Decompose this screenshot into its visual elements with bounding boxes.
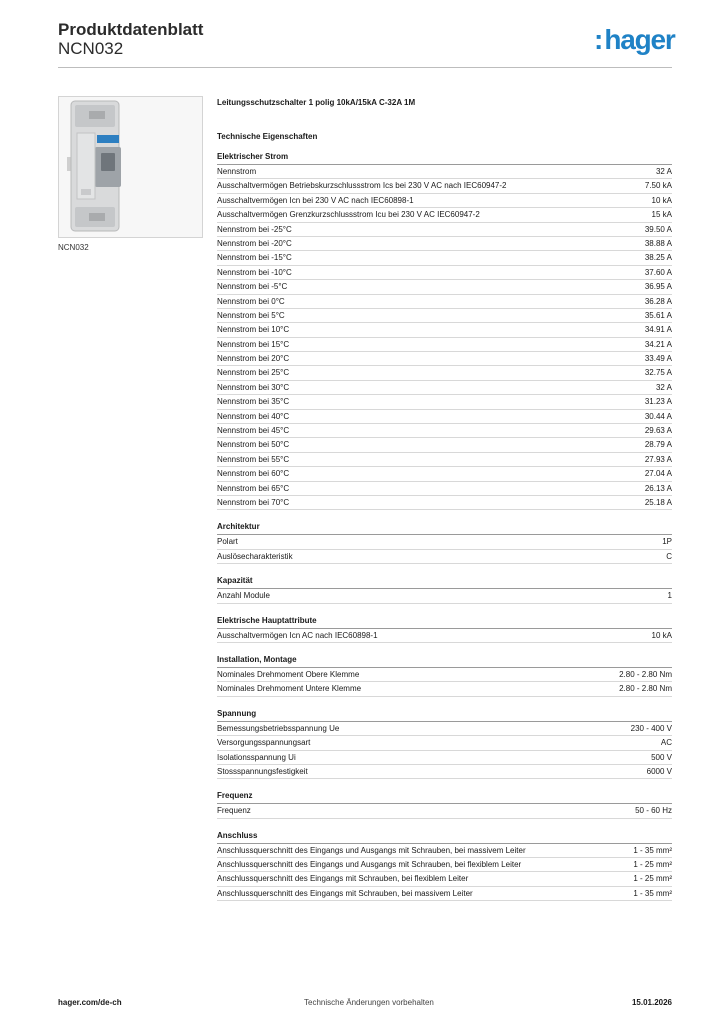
spec-label: Ausschaltvermögen Betriebskurzschlussstrom Ics bei 230 V AC nach IEC60947-2 (217, 181, 507, 191)
spec-value: 30.44 A (644, 411, 672, 421)
spec-row (217, 395, 672, 409)
spec-value: 1 - 35 mm² (633, 845, 672, 855)
spec-value: 15 kA (651, 210, 672, 220)
spec-value: 27.04 A (644, 469, 672, 479)
spec-row (217, 223, 672, 237)
spec-label: Nennstrom bei 15°C (217, 339, 290, 349)
spec-value: 32.75 A (644, 368, 672, 378)
spec-label: Nennstrom bei 65°C (217, 483, 290, 493)
spec-row (217, 858, 672, 872)
spec-row (217, 280, 672, 294)
spec-value: 32 A (655, 167, 672, 176)
spec-label: Nennstrom bei 25°C (217, 368, 290, 378)
spec-value: 7.50 kA (644, 181, 672, 191)
spec-label: Nennstrom bei 10°C (217, 325, 290, 335)
spec-label: Isolationsspannung Ui (217, 752, 296, 762)
spec-label: Frequenz (217, 806, 251, 816)
spec-value: 34.21 A (644, 339, 672, 349)
spec-row (217, 208, 672, 222)
image-caption: NCN032 (58, 243, 89, 252)
spec-label: Nominales Drehmoment Obere Klemme (217, 669, 360, 679)
header-divider (58, 67, 672, 68)
product-code: NCN032 (58, 39, 124, 58)
spec-value: 32 A (655, 382, 672, 392)
spec-label: Anschlussquerschnitt des Eingangs und Ausgangs mit Schrauben, bei massivem Leiter (217, 845, 526, 855)
spec-label: Nennstrom (217, 167, 257, 176)
spec-row (217, 872, 672, 886)
spec-row (217, 237, 672, 251)
product-image (58, 96, 203, 238)
spec-value: 38.25 A (644, 253, 672, 263)
spec-label: Nennstrom bei 35°C (217, 397, 290, 407)
spec-label: Auslösecharakteristik (217, 551, 293, 561)
spec-label: Nennstrom bei 20°C (217, 354, 290, 364)
spec-row (217, 722, 672, 736)
spec-value: 27.93 A (644, 454, 672, 464)
spec-value: 50 - 60 Hz (635, 806, 672, 816)
spec-value: 39.50 A (644, 224, 672, 234)
spec-section (217, 789, 672, 818)
spec-sections (217, 150, 672, 901)
spec-row (217, 165, 672, 179)
spec-label: Ausschaltvermögen Grenzkurzschlussstrom Icu bei 230 V AC IEC60947-2 (217, 210, 480, 220)
footer-note: Technische Änderungen vorbehalten (304, 998, 434, 1007)
circuit-breaker-illustration (59, 97, 202, 237)
spec-value: 2.80 - 2.80 Nm (619, 684, 672, 694)
spec-value: 28.79 A (644, 440, 672, 450)
spec-value: 34.91 A (644, 325, 672, 335)
spec-row (217, 736, 672, 750)
spec-value: 29.63 A (644, 426, 672, 436)
spec-label: Nennstrom bei -25°C (217, 224, 292, 234)
spec-section (217, 520, 672, 564)
spec-label: Nennstrom bei -20°C (217, 238, 292, 248)
spec-row (217, 535, 672, 549)
spec-label: Anzahl Module (217, 591, 270, 601)
footer-date: 15.01.2026 (631, 998, 672, 1007)
spec-row (217, 366, 672, 380)
footer-website-link[interactable]: hager.com/de-ch (58, 998, 122, 1007)
spec-row (217, 804, 672, 818)
spec-value: 1 (667, 591, 672, 601)
spec-row (217, 266, 672, 280)
section-title: Installation, Montage (217, 653, 672, 668)
spec-label: Anschlussquerschnitt des Eingangs und Ausgangs mit Schrauben, bei flexiblem Leiter (217, 860, 522, 870)
spec-value: C (666, 551, 672, 561)
spec-row (217, 295, 672, 309)
spec-row (217, 352, 672, 366)
spec-section (217, 653, 672, 697)
spec-row (217, 323, 672, 337)
spec-row (217, 844, 672, 858)
spec-label: Versorgungsspannungsart (217, 738, 311, 748)
spec-label: Nennstrom bei 45°C (217, 426, 290, 436)
spec-section (217, 829, 672, 902)
spec-row (217, 194, 672, 208)
section-title: Architektur (217, 520, 672, 535)
spec-value: 500 V (651, 752, 672, 762)
logo-dots: : (594, 24, 604, 55)
spec-label: Anschlussquerschnitt des Eingangs mit Schrauben, bei massivem Leiter (217, 888, 473, 898)
spec-section (217, 614, 672, 643)
spec-label: Nennstrom bei 30°C (217, 382, 290, 392)
spec-section (217, 150, 672, 510)
spec-value: 2.80 - 2.80 Nm (619, 669, 672, 679)
spec-section (217, 574, 672, 603)
spec-row (217, 482, 672, 496)
spec-label: Nominales Drehmoment Untere Klemme (217, 684, 362, 694)
spec-value: 10 kA (651, 195, 672, 205)
spec-label: Nennstrom bei -10°C (217, 267, 292, 277)
spec-value: 1 - 25 mm² (633, 874, 672, 884)
spec-label: Nennstrom bei 0°C (217, 296, 285, 306)
spec-value: 26.13 A (644, 483, 672, 493)
spec-label: Nennstrom bei 55°C (217, 454, 290, 464)
section-title: Kapazität (217, 574, 672, 589)
spec-row (217, 589, 672, 603)
spec-row (217, 629, 672, 643)
spec-label: Ausschaltvermögen Icn AC nach IEC60898-1 (217, 630, 378, 640)
spec-row (217, 682, 672, 696)
spec-label: Nennstrom bei 70°C (217, 497, 290, 507)
logo-text: hager (604, 24, 675, 55)
spec-label: Nennstrom bei -5°C (217, 282, 288, 292)
spec-value: 31.23 A (644, 397, 672, 407)
section-title: Elektrischer Strom (217, 150, 672, 165)
spec-value: 36.28 A (644, 296, 672, 306)
spec-row (217, 338, 672, 352)
spec-row (217, 467, 672, 481)
spec-label: Polart (217, 537, 238, 547)
spec-row (217, 550, 672, 564)
spec-value: 1 - 25 mm² (633, 860, 672, 870)
spec-value: 38.88 A (644, 238, 672, 248)
spec-label: Bemessungsbetriebsspannung Ue (217, 723, 340, 733)
spec-row (217, 410, 672, 424)
spec-row (217, 438, 672, 452)
spec-label: Nennstrom bei 50°C (217, 440, 290, 450)
spec-row (217, 381, 672, 395)
product-description: Leitungsschutzschalter 1 polig 10kA/15kA C-32A 1M (217, 98, 416, 107)
spec-value: 6000 V (646, 766, 672, 776)
spec-value: 1P (662, 537, 672, 547)
spec-label: Nennstrom bei 60°C (217, 469, 290, 479)
spec-value: 33.49 A (644, 354, 672, 364)
section-title: Elektrische Hauptattribute (217, 614, 672, 629)
spec-label: Stossspannungsfestigkeit (217, 766, 308, 776)
spec-row (217, 179, 672, 193)
spec-row (217, 751, 672, 765)
spec-value: 36.95 A (644, 282, 672, 292)
section-title: Anschluss (217, 829, 672, 844)
spec-row (217, 668, 672, 682)
specs-content (217, 96, 672, 911)
spec-label: Nennstrom bei 40°C (217, 411, 290, 421)
spec-label: Ausschaltvermögen Icn bei 230 V AC nach IEC60898-1 (217, 195, 414, 205)
spec-value: 1 - 35 mm² (633, 888, 672, 898)
spec-row (217, 309, 672, 323)
spec-section (217, 707, 672, 780)
spec-value: 230 - 400 V (630, 723, 672, 733)
spec-row (217, 424, 672, 438)
spec-label: Nennstrom bei 5°C (217, 310, 285, 320)
spec-value: AC (660, 738, 672, 748)
spec-value: 25.18 A (644, 497, 672, 507)
page-title: Produktdatenblatt (58, 20, 204, 39)
spec-row (217, 887, 672, 901)
section-title: Frequenz (217, 789, 672, 804)
spec-label: Anschlussquerschnitt des Eingangs mit Schrauben, bei flexiblem Leiter (217, 874, 469, 884)
tech-properties-heading: Technische Eigenschaften (217, 132, 318, 141)
spec-value: 10 kA (651, 630, 672, 640)
spec-row (217, 496, 672, 510)
section-title: Spannung (217, 707, 672, 722)
spec-value: 35.61 A (644, 310, 672, 320)
spec-row (217, 453, 672, 467)
spec-value: 37.60 A (644, 267, 672, 277)
spec-row (217, 765, 672, 779)
hager-logo (594, 26, 675, 54)
spec-label: Nennstrom bei -15°C (217, 253, 292, 263)
spec-row (217, 251, 672, 265)
